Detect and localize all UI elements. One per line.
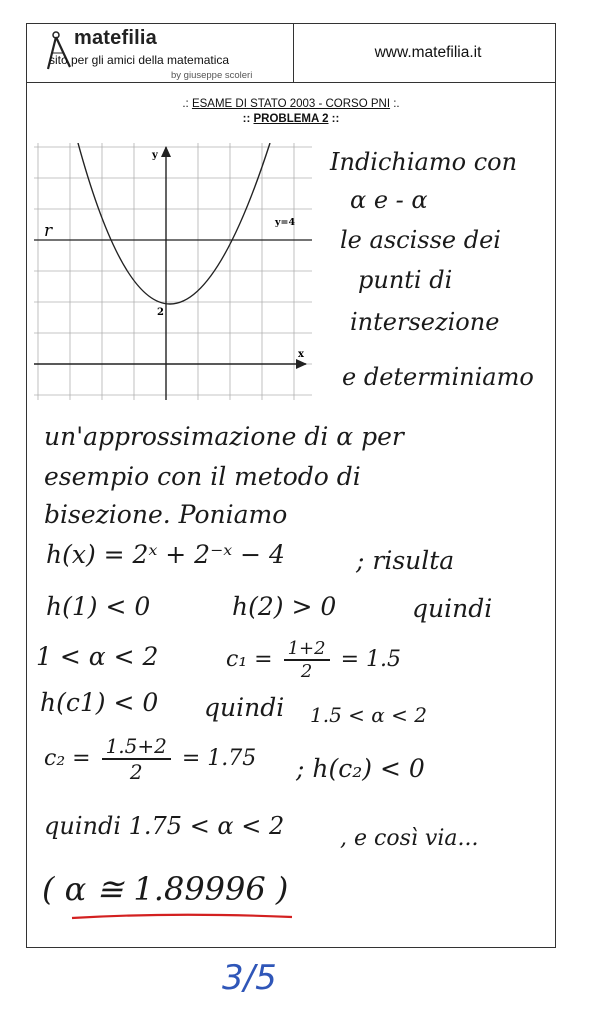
line-r-label: r [44, 221, 53, 241]
graph-grid [34, 143, 312, 400]
header [26, 23, 556, 83]
x-axis-label: x [298, 349, 304, 360]
h-definition: h(x) = 2ˣ + 2⁻ˣ − 4 [46, 540, 285, 569]
brand-tagline: sito per gli amici della matematica [49, 53, 230, 67]
c1-fraction [284, 638, 330, 682]
brand-name: matefilia [74, 27, 157, 49]
hc1-note: quindi [204, 693, 285, 722]
hc2-inequality: ; h(c₂) < 0 [296, 754, 425, 783]
side-line-5: intersezione [350, 308, 500, 336]
problem-title-suffix: :: [328, 113, 340, 125]
hc1-inequality: h(c1) < 0 [40, 688, 159, 717]
problem-title-prefix: :: [242, 113, 254, 125]
exam-title [26, 98, 556, 110]
side-line-4: punti di [358, 266, 453, 294]
function-graph [34, 143, 312, 400]
c2-numerator: 1.5+2 [102, 734, 171, 760]
logo[interactable] [38, 29, 288, 79]
parabola-curve [78, 143, 270, 304]
line-equation-label: y=4 [275, 217, 296, 228]
etc-note: , e così via... [340, 826, 479, 851]
c1-expression [226, 638, 401, 682]
final-result: ( α ≅ 1.89996 ) [42, 870, 289, 908]
x-axis-arrow-icon [296, 359, 307, 369]
interval-1: 1 < α < 2 [36, 642, 159, 671]
h2-inequality: h(2) > 0 [232, 592, 337, 621]
c2-denominator: 2 [129, 760, 143, 784]
page-number: 3/5 [222, 958, 277, 998]
side-line-3: le ascisse dei [340, 226, 501, 254]
body-line-3: bisezione. Poniamo [44, 500, 288, 529]
exam-title-suffix: :. [390, 98, 400, 110]
exam-title-prefix: .: [182, 98, 192, 110]
intercept-label: 2 [157, 307, 164, 318]
interval-3: quindi 1.75 < α < 2 [44, 812, 285, 840]
side-line-1: Indichiamo con [330, 148, 518, 176]
y-axis-label: y [152, 150, 158, 161]
site-url-link[interactable]: www.matefilia.it [374, 44, 482, 61]
problem-title-text: PROBLEMA 2 [253, 113, 329, 125]
c2-rhs: = 1.75 [181, 746, 257, 771]
c2-expression [44, 734, 256, 784]
brand-author: by giuseppe scoleri [171, 70, 253, 81]
y-axis-arrow-icon [161, 146, 171, 157]
h1-inequality: h(1) < 0 [46, 592, 151, 621]
c1-rhs: = 1.5 [340, 647, 401, 672]
side-line-6: e determiniamo [342, 363, 534, 391]
side-line-2: α e - α [350, 186, 428, 214]
problem-title [26, 113, 556, 125]
h-definition-note: ; risulta [356, 546, 455, 575]
header-divider [293, 23, 294, 82]
c1-numerator: 1+2 [284, 638, 330, 661]
h2-note: quindi [412, 594, 493, 623]
c1-denominator: 2 [300, 661, 313, 682]
body-line-2: esempio con il metodo di [44, 462, 361, 491]
body-line-1: un'approssimazione di α per [44, 422, 404, 451]
c2-lhs: c₂ = [44, 746, 91, 771]
c2-fraction [102, 734, 171, 784]
c1-lhs: c₁ = [226, 647, 273, 672]
interval-2: 1.5 < α < 2 [310, 703, 427, 727]
result-underline [0, 910, 600, 930]
exam-title-text: ESAME DI STATO 2003 - CORSO PNI [191, 98, 391, 110]
